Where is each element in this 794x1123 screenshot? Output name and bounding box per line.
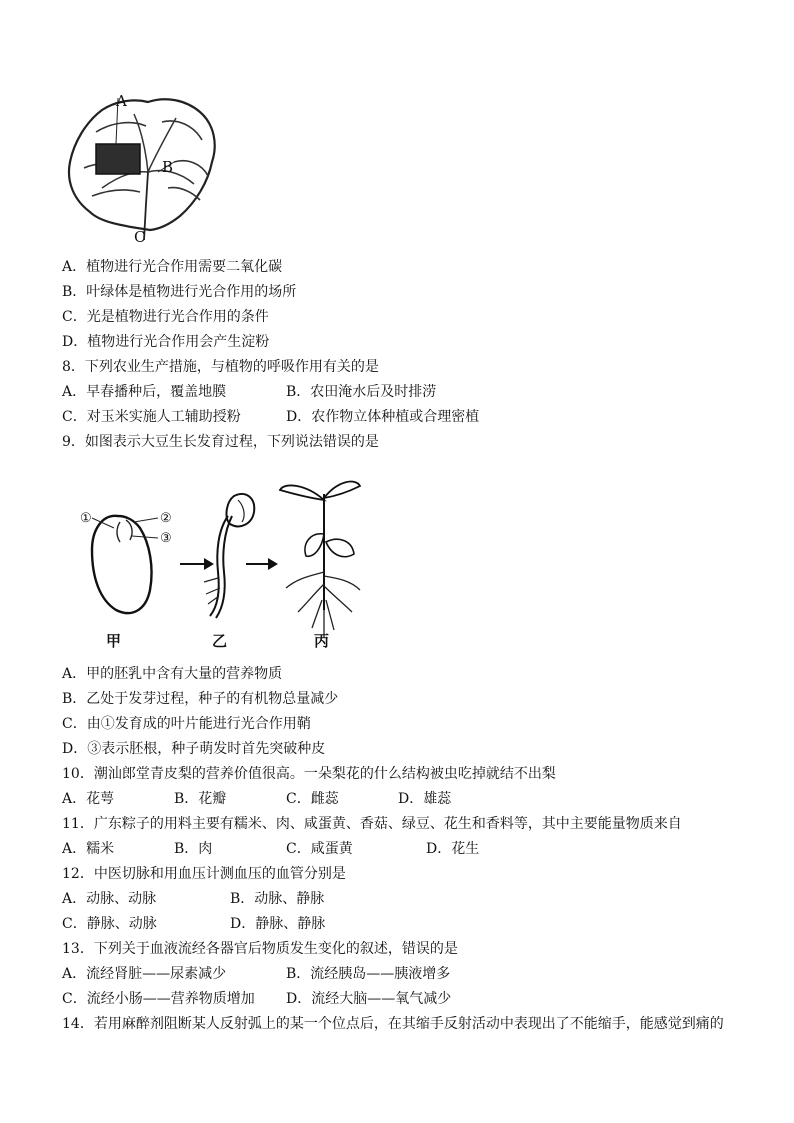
soybean-illustration (62, 460, 362, 650)
q11-option-a: A．糯米 (62, 841, 115, 857)
q13-option-c: C．流经小肠——营养物质增加 (62, 991, 255, 1007)
q8-option-c: C．对玉米实施人工辅助授粉 (62, 409, 241, 425)
arrow-2 (246, 558, 278, 570)
q12-stem: 12．中医切脉和用血压计测血压的血管分别是 (62, 866, 346, 882)
q9-option-c: C．由①发育成的叶片能进行光合作用鞘 (62, 716, 311, 732)
q10-option-d: D．雄蕊 (398, 791, 452, 807)
q8-option-b: B．农田淹水后及时排涝 (286, 384, 437, 400)
q12-option-c: C．静脉、动脉 (62, 916, 157, 932)
label-a: A (116, 92, 127, 110)
q7-option-c: C．光是植物进行光合作用的条件 (62, 309, 269, 325)
q8-option-a: A．早春播种后，覆盖地膜 (62, 384, 227, 400)
q10-option-c: C．雌蕊 (286, 791, 339, 807)
marker-3: ③ (160, 531, 172, 546)
soybean-figure (62, 460, 362, 650)
q7-option-a: A．植物进行光合作用需要二氧化碳 (62, 259, 283, 275)
label-bing: 丙 (314, 632, 330, 650)
leaf-illustration (62, 92, 222, 244)
arrow-1 (180, 558, 214, 570)
q10-option-b: B．花瓣 (174, 791, 227, 807)
seedling-yi (204, 494, 254, 618)
q11-stem: 11．广东粽子的用料主要有糯米、肉、咸蛋黄、香菇、绿豆、花生和香料等，其中主要能量物质来自 (62, 816, 682, 832)
plant-bing (280, 482, 360, 638)
q8-option-d: D．农作物立体种植或合理密植 (286, 409, 480, 425)
marker-1: ① (80, 511, 92, 526)
q14-stem: 14．若用麻醉剂阻断某人反射弧上的某一个位点后，在其缩手反射活动中表现出了不能缩手，能感觉到痛的 (62, 1016, 724, 1032)
label-jia: 甲 (106, 632, 122, 650)
q11-option-b: B．肉 (174, 841, 213, 857)
q13-option-b: B．流经胰岛——胰液增多 (286, 966, 451, 982)
q7-option-d: D．植物进行光合作用会产生淀粉 (62, 334, 270, 350)
q12-option-b: B．动脉、静脉 (230, 891, 325, 907)
q9-stem: 9．如图表示大豆生长发育过程，下列说法错误的是 (62, 434, 379, 450)
q10-option-a: A．花萼 (62, 791, 115, 807)
leaf-figure (62, 92, 222, 244)
q10-stem: 10．潮汕郎堂青皮梨的营养价值很高。一朵梨花的什么结构被虫吃掉就结不出梨 (62, 766, 556, 782)
q13-stem: 13．下列关于血液流经各器官后物质发生变化的叙述，错误的是 (62, 941, 458, 957)
q13-option-d: D．流经大脑——氧气减少 (286, 991, 452, 1007)
q12-option-d: D．静脉、静脉 (230, 916, 326, 932)
q13-option-a: A．流经肾脏——尿素减少 (62, 966, 227, 982)
q9-option-b: B．乙处于发芽过程，种子的有机物总量减少 (62, 691, 339, 707)
marker-2: ② (160, 511, 172, 526)
q7-option-b: B．叶绿体是植物进行光合作用的场所 (62, 284, 297, 300)
label-b: B (162, 158, 174, 176)
label-c: C (134, 228, 146, 244)
q11-option-d: D．花生 (426, 841, 480, 857)
q9-option-a: A．甲的胚乳中含有大量的营养物质 (62, 666, 283, 682)
q12-option-a: A．动脉、动脉 (62, 891, 157, 907)
q8-stem: 8．下列农业生产措施，与植物的呼吸作用有关的是 (62, 359, 379, 375)
seed-jia (80, 511, 172, 613)
q9-option-d: D．③表示胚根，种子萌发时首先突破种皮 (62, 741, 326, 757)
q11-option-c: C．咸蛋黄 (286, 841, 353, 857)
label-yi: 乙 (212, 632, 228, 650)
